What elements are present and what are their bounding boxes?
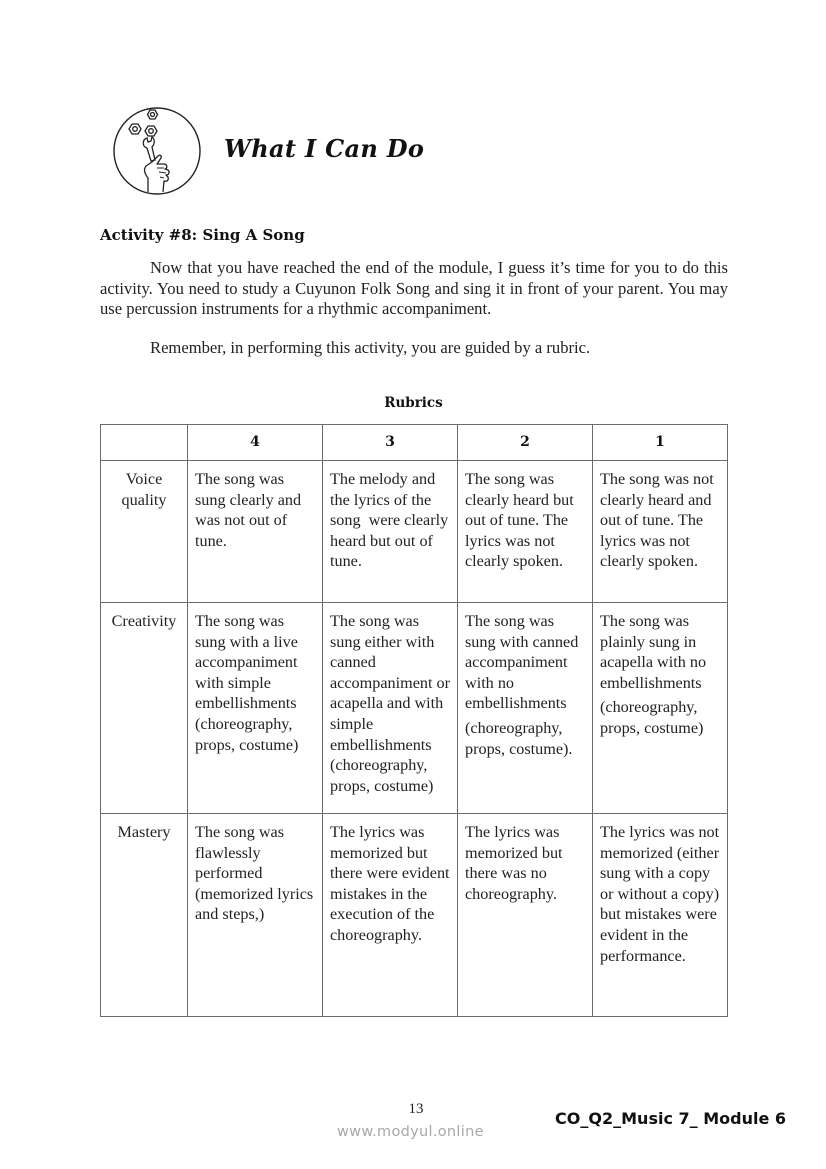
instructions-text: Now that you have reached the end of the module, I guess it’s time for you to do this activity. You need to study a Cuyunon Folk Song and sing it in front of your parent. You may use percussion instruments for a rhythmic accompaniment.	[100, 258, 728, 318]
rubric-header-row	[101, 425, 728, 461]
cell-text: The song was sung with canned accompaniment with no embellishments	[465, 612, 579, 713]
page-number: 13	[408, 1101, 424, 1117]
cell-text: The song was plainly sung in acapella with no embellishments	[600, 612, 707, 692]
rubric-table	[100, 424, 728, 1017]
cell-text: (choreography, props, costume)	[600, 698, 704, 737]
header-cell-score-4: 4	[188, 425, 323, 461]
section-title: What I Can Do	[224, 134, 425, 163]
header-cell-score-1: 1	[593, 425, 728, 461]
hand-wrench-bolts-icon	[112, 106, 202, 196]
rubric-cell	[188, 603, 323, 814]
reminder-paragraph	[100, 338, 728, 359]
criterion-cell: Mastery	[101, 814, 188, 1017]
rubric-cell	[593, 814, 728, 1017]
watermark-url: www.modyul.online	[337, 1124, 484, 1140]
rubric-cell	[458, 461, 593, 603]
cell-text: The lyrics was memorized but there were evident mistakes in the execution of the choreography.	[330, 823, 450, 944]
rubric-cell	[188, 814, 323, 1017]
table-row	[101, 461, 728, 603]
criterion-cell: Voice quality	[101, 461, 188, 603]
table-row	[101, 814, 728, 1017]
cell-text: The song was flawlessly performed (memorized lyrics and steps,)	[195, 823, 314, 924]
rubric-cell	[593, 603, 728, 814]
activity-title: Activity #8: Sing A Song	[100, 226, 305, 244]
rubric-cell	[593, 461, 728, 603]
cell-text: The lyrics was not memorized (either sung with a copy or without a copy) but mistakes were evident in the performance.	[600, 823, 720, 965]
cell-text: (choreography, props, costume).	[465, 718, 573, 758]
header-cell-score-2: 2	[458, 425, 593, 461]
cell-text: The song was sung with a live accompaniment with simple embellishments (choreography, props, costume)	[195, 612, 299, 754]
cell-text: The song was sung either with canned accompaniment or acapella and with simple embellishments (choreography, props, costume)	[330, 612, 451, 795]
cell-text: The lyrics was memorized but there was no choreography.	[465, 823, 563, 903]
cell-text: The song was not clearly heard and out of tune. The lyrics was not clearly spoken.	[600, 470, 714, 571]
rubric-cell	[458, 603, 593, 814]
rubric-cell	[458, 814, 593, 1017]
cell-text: The song was clearly heard but out of tune. The lyrics was not clearly spoken.	[465, 470, 574, 571]
criterion-cell: Creativity	[101, 603, 188, 814]
cell-text: The song was sung clearly and was not out of tune.	[195, 470, 302, 550]
table-row	[101, 603, 728, 814]
rubric-cell	[323, 461, 458, 603]
instructions-paragraph	[100, 258, 728, 320]
header-cell-criteria	[101, 425, 188, 461]
rubric-cell	[323, 814, 458, 1017]
rubric-cell	[323, 603, 458, 814]
rubric-caption: Rubrics	[384, 395, 443, 411]
cell-text: The melody and the lyrics of the song were clearly heard but out of tune.	[330, 470, 453, 571]
module-code: CO_Q2_Music 7_ Module 6	[555, 1109, 786, 1128]
header-cell-score-3: 3	[323, 425, 458, 461]
reminder-text: Remember, in performing this activity, you are guided by a rubric.	[150, 338, 591, 357]
rubric-cell	[188, 461, 323, 603]
